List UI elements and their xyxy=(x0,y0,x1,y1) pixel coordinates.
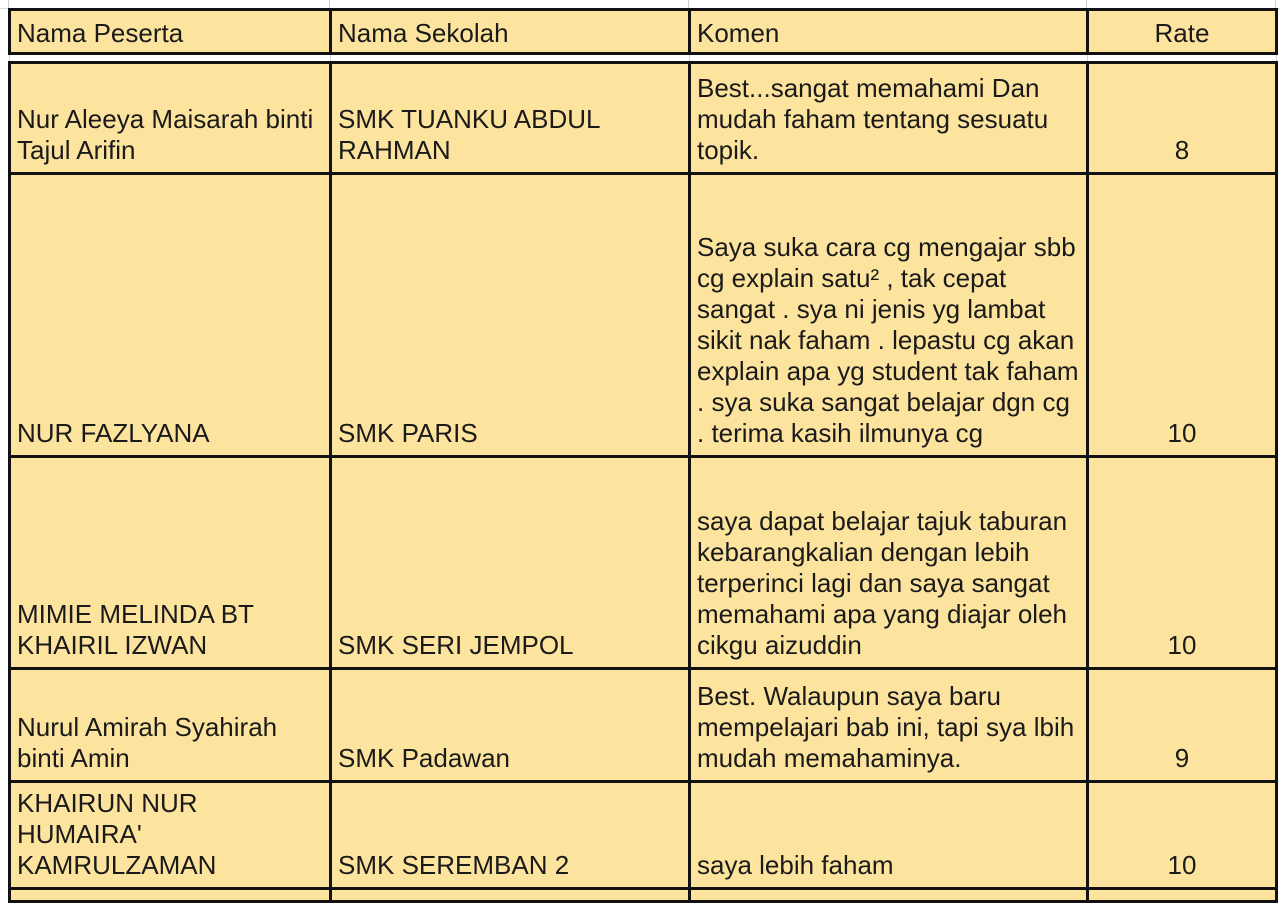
header-nama-sekolah[interactable]: Nama Sekolah xyxy=(331,10,690,54)
cell-nama-peserta[interactable]: Nurul Amirah Syahirah binti Amin xyxy=(10,669,331,782)
cell-rate[interactable]: 10 xyxy=(1088,782,1277,889)
empty-cell[interactable] xyxy=(10,889,331,902)
cell-nama-peserta[interactable]: NUR FAZLYANA xyxy=(10,174,331,457)
column-divider xyxy=(329,0,330,8)
empty-cell[interactable] xyxy=(331,889,690,902)
cell-komen[interactable]: Best. Walaupun saya baru mempelajari bab ini, tapi sya lbih mudah memahaminya. xyxy=(690,669,1088,782)
table-row xyxy=(10,63,1277,174)
empty-cell[interactable] xyxy=(690,889,1088,902)
empty-cell[interactable] xyxy=(1088,889,1277,902)
header-nama-peserta[interactable]: Nama Peserta xyxy=(10,10,331,54)
cell-komen[interactable]: saya dapat belajar tajuk taburan kebarangkalian dengan lebih terperinci lagi dan saya sangat memahami apa yang diajar oleh cikgu aizuddin xyxy=(690,457,1088,669)
empty-cell[interactable] xyxy=(690,54,1088,63)
empty-cell[interactable] xyxy=(331,54,690,63)
spacer-row xyxy=(10,54,1277,63)
feedback-table xyxy=(8,8,1278,903)
header-row xyxy=(10,10,1277,54)
header-komen[interactable]: Komen xyxy=(690,10,1088,54)
cell-nama-sekolah[interactable]: SMK SERI JEMPOL xyxy=(331,457,690,669)
table-row xyxy=(10,457,1277,669)
column-divider xyxy=(8,0,9,8)
cell-komen[interactable]: Saya suka cara cg mengajar sbb cg explain satu² , tak cepat sangat . sya ni jenis yg lambat sikit nak faham . lepastu cg akan explain apa yg student tak faham . sya suka sangat belajar dgn cg . terima kasih ilmunya cg xyxy=(690,174,1088,457)
table-row xyxy=(10,782,1277,889)
cell-nama-peserta[interactable]: MIMIE MELINDA BT KHAIRIL IZWAN xyxy=(10,457,331,669)
column-divider xyxy=(1086,0,1087,8)
cell-nama-sekolah[interactable]: SMK PARIS xyxy=(331,174,690,457)
cell-nama-sekolah[interactable]: SMK Padawan xyxy=(331,669,690,782)
table-row-partial xyxy=(10,889,1277,902)
table-row xyxy=(10,669,1277,782)
column-divider xyxy=(688,0,689,8)
empty-cell[interactable] xyxy=(10,54,331,63)
cell-nama-peserta[interactable]: KHAIRUN NUR HUMAIRA' KAMRULZAMAN xyxy=(10,782,331,889)
header-rate[interactable]: Rate xyxy=(1088,10,1277,54)
cell-komen[interactable]: saya lebih faham xyxy=(690,782,1088,889)
cell-rate[interactable]: 10 xyxy=(1088,174,1277,457)
cell-rate[interactable]: 9 xyxy=(1088,669,1277,782)
table-row xyxy=(10,174,1277,457)
cell-nama-peserta[interactable]: Nur Aleeya Maisarah binti Tajul Arifin xyxy=(10,63,331,174)
cell-rate[interactable]: 10 xyxy=(1088,457,1277,669)
cell-nama-sekolah[interactable]: SMK TUANKU ABDUL RAHMAN xyxy=(331,63,690,174)
cell-rate[interactable]: 8 xyxy=(1088,63,1277,174)
column-divider xyxy=(1275,0,1276,8)
empty-cell[interactable] xyxy=(1088,54,1277,63)
cell-nama-sekolah[interactable]: SMK SEREMBAN 2 xyxy=(331,782,690,889)
cell-komen[interactable]: Best...sangat memahami Dan mudah faham tentang sesuatu topik. xyxy=(690,63,1088,174)
